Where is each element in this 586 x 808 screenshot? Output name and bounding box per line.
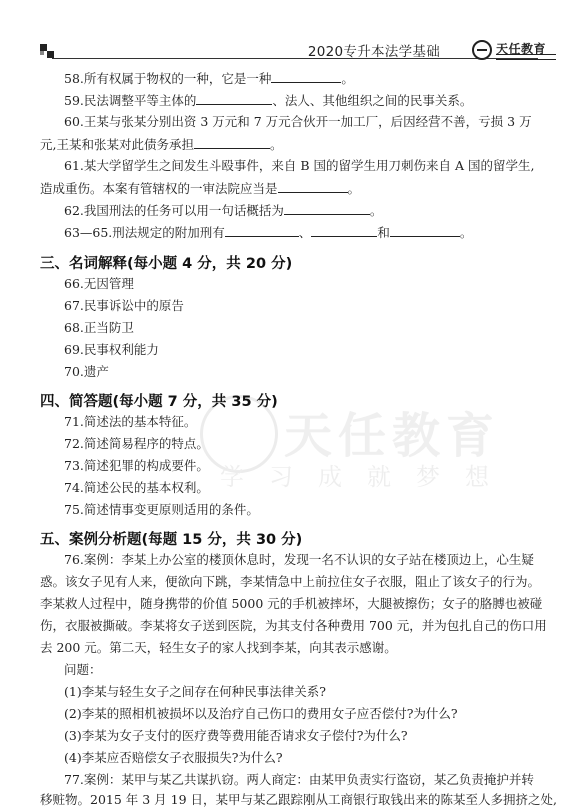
question-58 bbox=[64, 70, 584, 87]
question-text: 造成重伤。本案有管辖权的一审法院应当是 bbox=[40, 181, 278, 196]
case-question: (2)李某的照相机被损坏以及治疗自己伤口的费用女子应否偿付?为什么? bbox=[64, 706, 458, 721]
question-text: 62.我国刑法的任务可以用一句话概括为 bbox=[64, 203, 284, 218]
question-59 bbox=[64, 92, 584, 109]
brand-logo bbox=[472, 40, 558, 62]
list-item: 66.无因管理 bbox=[64, 276, 134, 291]
question-text: 61.某大学留学生之间发生斗殴事件，来自 B 国的留学生用刀刺伤来自 A 国的留学生, bbox=[64, 158, 535, 173]
logo-underline bbox=[496, 54, 556, 60]
answer-blank[interactable] bbox=[196, 92, 272, 105]
section-heading: 五、案例分析题(每题 15 分，共 30 分) bbox=[40, 532, 303, 548]
section-heading: 四、简答题(每小题 7 分，共 35 分) bbox=[40, 394, 278, 410]
question-text: 。 bbox=[369, 203, 383, 218]
answer-blank[interactable] bbox=[311, 224, 377, 237]
list-item: 73.简述犯罪的构成要件。 bbox=[64, 458, 209, 473]
page-header bbox=[0, 0, 586, 64]
logo-ring-icon bbox=[472, 40, 492, 60]
question-text: 、法人、其他组织之间的民事关系。 bbox=[272, 93, 473, 108]
question-label: 问题： bbox=[64, 662, 102, 677]
case-text: 惑。该女子见有人来，便欲向下跳，李某情急中上前拉住女子衣服，阻止了该女子的行为。 bbox=[40, 574, 541, 589]
watermark-brand: 天任教育 bbox=[284, 408, 501, 464]
question-text: 63—65.刑法规定的附加刑有 bbox=[64, 225, 225, 240]
header-title: 2020专升本法学基础 bbox=[307, 44, 440, 60]
case-text: 移赃物。2015 年 3 月 19 日，某甲与某乙跟踪刚从工商银行取钱出来的陈某至人多拥挤之处, bbox=[40, 792, 558, 807]
list-item: 69.民事权利能力 bbox=[64, 342, 159, 357]
question-text: 60.王某与张某分别出资 3 万元和 7 万元合伙开一加工厂，后因经营不善，亏损 3 万 bbox=[64, 114, 532, 129]
list-item: 74.简述公民的基本权利。 bbox=[64, 480, 209, 495]
list-item: 72.简述简易程序的特点。 bbox=[64, 436, 209, 451]
question-text: 。 bbox=[341, 71, 354, 86]
question-text: 、 bbox=[298, 225, 312, 240]
case-text: 76.案例：李某上办公室的楼顶休息时，发现一名不认识的女子站在楼顶边上，心生疑 bbox=[64, 552, 534, 567]
logo-text: 天任教育 bbox=[496, 42, 547, 56]
question-61-cont bbox=[40, 180, 560, 197]
case-text: 77.案例：某甲与某乙共谋扒窃。两人商定：由某甲负责实行盗窃，某乙负责掩护并转 bbox=[64, 772, 534, 787]
question-text: 。 bbox=[347, 181, 361, 196]
answer-blank[interactable] bbox=[278, 180, 348, 193]
question-text: 。 bbox=[269, 137, 283, 152]
answer-blank[interactable] bbox=[194, 136, 270, 149]
question-text: 元,王某和张某对此债务承担 bbox=[40, 137, 194, 152]
question-60 bbox=[64, 114, 584, 130]
case-question: (4)李某应否赔偿女子衣服损失?为什么? bbox=[64, 750, 283, 765]
question-text: 。 bbox=[459, 225, 473, 240]
question-61 bbox=[64, 158, 584, 174]
question-text: 59.民法调整平等主体的 bbox=[64, 93, 197, 108]
section-heading: 三、名词解释(每小题 4 分，共 20 分) bbox=[40, 256, 293, 272]
case-text: 伤，衣服被撕破。李某将女子送到医院，为其支付各种费用 700 元，并为包扎自己的伤口用 bbox=[40, 618, 547, 633]
list-item: 75.简述情事变更原则适用的条件。 bbox=[64, 502, 259, 517]
case-text: 李某救人过程中，随身携带的价值 5000 元的手机被摔坏，大腿被擦伤；女子的胳膊也被碰 bbox=[40, 596, 543, 611]
case-question: (1)李某与轻生女子之间存在何种民事法律关系? bbox=[64, 684, 326, 699]
case-text: 去 200 元。第二天，轻生女子的家人找到李某，向其表示感谢。 bbox=[40, 640, 397, 655]
question-62 bbox=[64, 202, 584, 219]
list-item: 67.民事诉讼中的原告 bbox=[64, 298, 184, 313]
answer-blank[interactable] bbox=[225, 224, 299, 237]
answer-blank[interactable] bbox=[284, 202, 370, 215]
question-63-65 bbox=[64, 224, 584, 241]
answer-blank[interactable] bbox=[390, 224, 460, 237]
list-item: 71.简述法的基本特征。 bbox=[64, 414, 197, 429]
list-item: 68.正当防卫 bbox=[64, 320, 134, 335]
header-rule bbox=[52, 58, 538, 59]
question-text: 和 bbox=[377, 225, 390, 240]
list-item: 70.遗产 bbox=[64, 364, 109, 379]
case-question: (3)李某为女子支付的医疗费等费用能否请求女子偿付?为什么? bbox=[64, 728, 408, 743]
question-text: 58.所有权属于物权的一种，它是一种 bbox=[64, 71, 272, 86]
answer-blank[interactable] bbox=[271, 70, 341, 83]
question-60-cont bbox=[40, 136, 560, 153]
watermark-slogan: 学习成就梦想 bbox=[220, 463, 514, 491]
